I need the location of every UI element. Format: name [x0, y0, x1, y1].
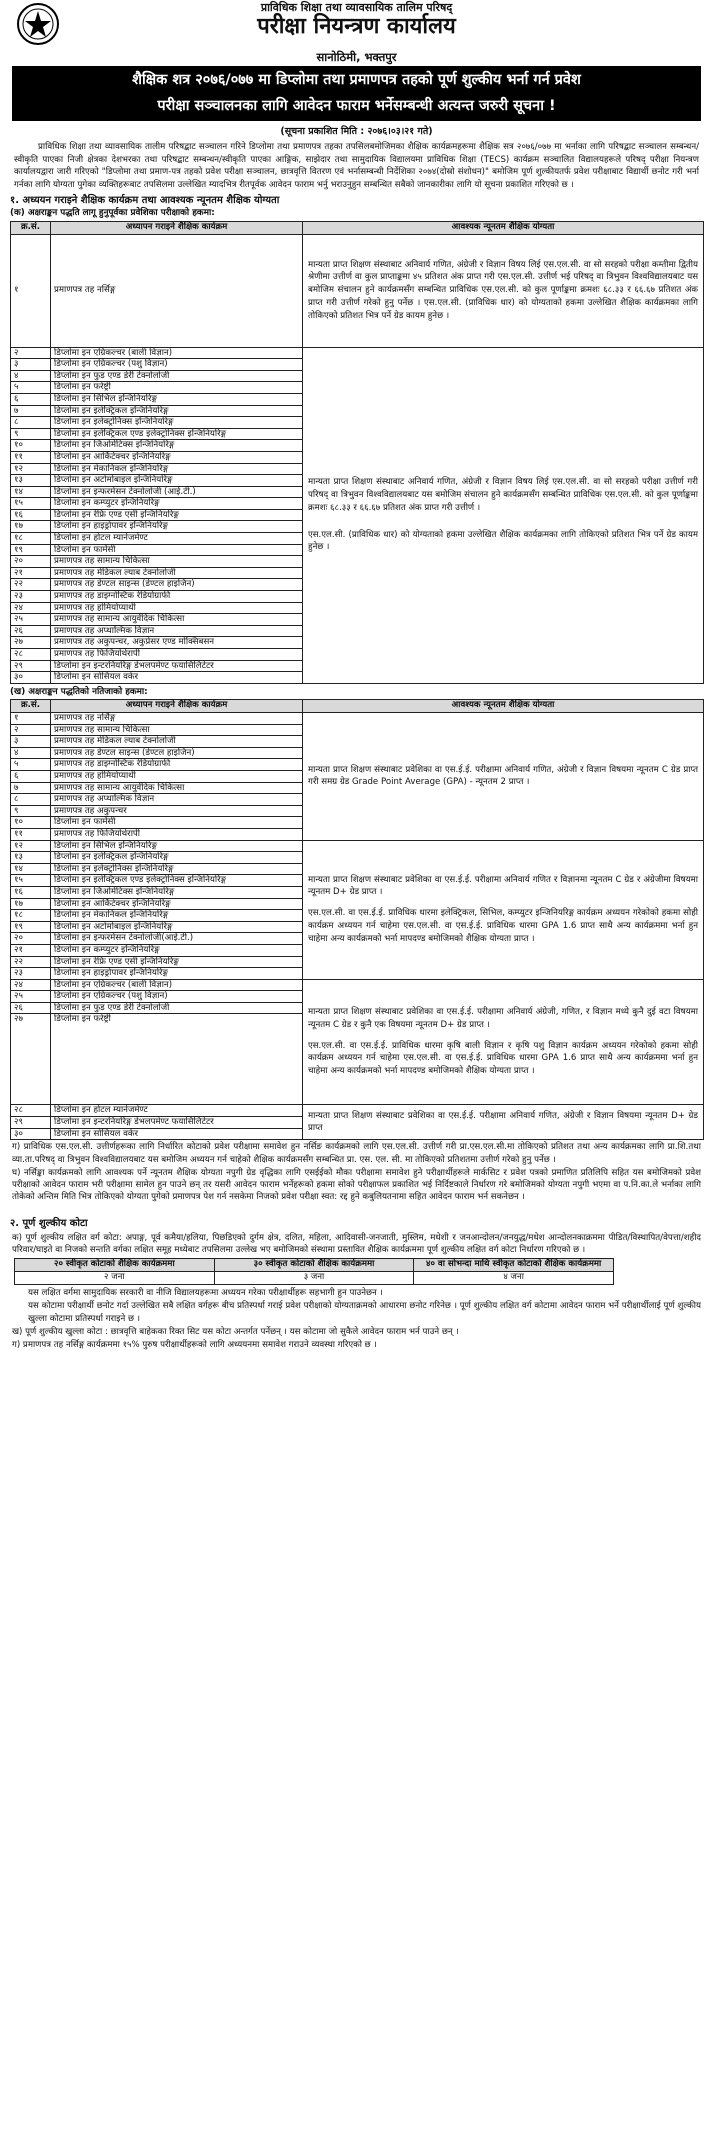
row-program: डिप्लोमा इन कम्प्युटर इन्जिनियरिङ्ग	[51, 944, 303, 956]
row-program: डिप्लोमा इन सोसियल वर्कर	[51, 1128, 303, 1140]
quota-para-kha: ख) पूर्ण शुल्कीय खुल्ला कोटा : छात्रवृत्ति बाहेकका रिक्त सिट यस कोटा अन्तर्गत पर्नेछन् । यस कोटामा जो सुकैले आवेदन फाराम भर्न पाउने छन् ।	[12, 1327, 459, 1338]
table-row	[11, 840, 704, 852]
row-program: प्रमाणपत्र तह मेडिकल ल्याब टेक्नोलोजी	[51, 736, 303, 748]
row-program: डिप्लोमा इन इन्फरमेसन टेक्नोलोजी (आई.टी.)	[51, 486, 303, 498]
row-program: प्रमाणपत्र तह होमियोप्याथी	[51, 602, 303, 614]
row-program: प्रमाणपत्र तह अकुपन्चर, अकुप्रेसर एण्ड मोक्सिबसन	[51, 637, 303, 649]
header	[10, 0, 703, 50]
table-row	[11, 234, 704, 347]
row-serial: २५	[11, 614, 51, 626]
row-program: डिप्लोमा इन रेफ्रि एण्ड एसी इन्जिनियरिङ्ग	[51, 956, 303, 968]
banner-line-1: शैक्षिक शत्र २०७६/०७७ मा डिप्लोमा तथा प्रमाणपत्र तहको पूर्ण शुल्कीय भर्ना गर्न प्रवेश	[132, 72, 581, 88]
row-serial: ७	[11, 405, 51, 417]
quota-header-30: ३० स्वीकृत कोटाको शैक्षिक कार्यक्रममा	[214, 1259, 414, 1272]
row-program: प्रमाणपत्र तह अप्थाल्मिक विज्ञान	[51, 625, 303, 637]
row-program: डिप्लोमा इन अटोमोबाइल इन्जिनियरिङ्ग	[51, 475, 303, 487]
notice-page	[10, 0, 703, 1353]
row-serial: १८	[11, 910, 51, 922]
row-program: डिप्लोमा इन इलेक्ट्रिकल एण्ड इलेक्ट्रोनिक्स इन्जिनियरिङ्ग	[51, 428, 303, 440]
row-serial: ३	[11, 359, 51, 371]
row-serial: ३	[11, 736, 51, 748]
row-program: प्रमाणपत्र तह डेण्टल साइन्स (डेण्टल हाइजिन)	[51, 579, 303, 591]
col-header-sn: क्र.सं.	[11, 700, 51, 713]
row-program: डिप्लोमा इन फुड एण्ड डेरी टेक्नोलोजी	[51, 370, 303, 382]
row-program: डिप्लोमा इन कम्प्युटर इन्जिनियरिङ्ग	[51, 498, 303, 510]
row-serial: १	[11, 234, 51, 347]
quota-table	[14, 1258, 614, 1285]
row-serial: २०	[11, 556, 51, 568]
row-program: डिप्लोमा इन एग्रिकल्चर (बाली विज्ञान)	[51, 347, 303, 359]
row-serial: २२	[11, 956, 51, 968]
table-b-title: (ख) अक्षराङ्कन पद्धतिको नतिजाको हकमा:	[10, 686, 148, 697]
row-program: डिप्लोमा इन आर्किटेक्चर इन्जिनियरिङ्ग	[51, 451, 303, 463]
row-serial: ४	[11, 370, 51, 382]
row-serial: ५	[11, 382, 51, 394]
row-serial: ३०	[11, 672, 51, 684]
row-program: प्रमाणपत्र तह डाइग्नोस्टिक रेडियोग्राफी	[51, 591, 303, 603]
requirement-text-b: एस.एल.सी. वा एस.ई.ई. प्राविधिक धारमा कृषि बाली विज्ञान र कृषि पशु विज्ञान कार्यक्रम अध्ययन गरेकोको हकमा सोही कार्यक्रम अध्ययन गर्न चाहेमा एस.एल.सी. वा एस.ई.ई. प्राविधिक धारमा GPA 1.6 प्राप्त साथै अन्य कार्यक्रममा भर्ना हुन चाहेमा अन्य कार्यक्रमको भर्ना मापदण्ड बमोजिमको शैक्षिक योग्यता प्राप्त ।	[308, 1040, 698, 1077]
row-serial: ७	[11, 782, 51, 794]
row-serial: २१	[11, 944, 51, 956]
row-serial: ११	[11, 451, 51, 463]
banner-line-2: परीक्षा सञ्चालनका लागि आवेदन फाराम भर्नेसम्बन्धी अत्यन्त जरुरी सूचना !	[157, 98, 556, 114]
row-serial: १५	[11, 875, 51, 887]
row-serial: ३०	[11, 1128, 51, 1140]
row-program: डिप्लोमा इन इन्फरमेसन टेक्नोलोजी(आई.टी.)	[51, 933, 303, 945]
row-serial: १३	[11, 852, 51, 864]
quota-para-ga: ग) प्रमाणपत्र तह नर्सिङ्ग कार्यक्रममा १५% पुरुष परीक्षार्थीहरूको लागि अध्ययनमा समावेश गराउने व्यवस्था गरिएको छ ।	[12, 1340, 377, 1351]
row-serial: ५	[11, 759, 51, 771]
row-serial: १९	[11, 544, 51, 556]
row-program: प्रमाणपत्र तह सामान्य चिकित्सा	[51, 724, 303, 736]
row-serial: २४	[11, 602, 51, 614]
row-serial: १०	[11, 817, 51, 829]
quota-header-40: ४० वा सोभन्दा माथि स्वीकृत कोटाको शैक्षिक कार्यक्रममा	[414, 1259, 614, 1272]
row-program: प्रमाणपत्र तह सामान्य चिकित्सा	[51, 556, 303, 568]
council-name: प्राविधिक शिक्षा तथा व्यावसायिक तालिम परिषद्	[260, 1, 453, 14]
col-header-sn: क्र.सं.	[11, 221, 51, 234]
row-serial: १५	[11, 498, 51, 510]
row-program: डिप्लोमा इन रेफ्रि एण्ड एसी इन्जिनियरिङ्ग	[51, 509, 303, 521]
notice-banner	[12, 66, 701, 121]
row-program: डिप्लोमा इन इलेक्ट्रिकल इन्जिनियरिङ्ग	[51, 405, 303, 417]
office-address: सानोठिमी, भक्तपुर	[316, 50, 397, 64]
requirement-group-2	[303, 347, 704, 683]
col-header-requirement: आवश्यक न्यूनतम शैक्षिक योग्यता	[303, 700, 704, 713]
row-program: डिप्लोमा इन सोसियल वर्कर	[51, 672, 303, 684]
row-program: डिप्लोमा इन जिओमेटिक्स इन्जिनियरिङ्ग	[51, 886, 303, 898]
row-serial: २१	[11, 567, 51, 579]
row-program: डिप्लोमा इन सिभिल इन्जिनियरिङ्ग	[51, 393, 303, 405]
row-program: डिप्लोमा इन इलेक्ट्रिकल एण्ड इलेक्ट्रोनिक्स इन्जिनियरिङ्ग	[51, 875, 303, 887]
row-serial: ८	[11, 417, 51, 429]
row-program: डिप्लोमा इन होटल म्यानेजमेण्ट	[51, 1105, 303, 1117]
row-program: डिप्लोमा इन फरेष्ट्री	[51, 382, 303, 394]
col-header-requirement: आवश्यक न्यूनतम शैक्षिक योग्यता	[303, 221, 704, 234]
requirement-group-3	[303, 979, 704, 1105]
section-2-title: २. पूर्ण शुल्कीय कोटा	[10, 1217, 88, 1229]
row-serial: २६	[11, 1002, 51, 1014]
section-1-title: १. अध्ययन गराइने शैक्षिक कार्यक्रम तथा आवश्यक न्यूनतम शैक्षिक योग्यता	[10, 194, 280, 206]
row-program: प्रमाणपत्र तह फिजियोथेरापी	[51, 828, 303, 840]
row-program: प्रमाणपत्र तह अप्थाल्मिक विज्ञान	[51, 794, 303, 806]
row-program: डिप्लोमा इन जिओमेटिक्स इन्जिनियरिङ्ग	[51, 440, 303, 452]
row-program: डिप्लोमा इन हाइड्रोपावर इन्जिनियरिङ्ग	[51, 968, 303, 980]
row-serial: २९	[11, 1117, 51, 1129]
requirement-group-4: मान्यता प्राप्त शिक्षण संस्थाबाट प्रवेशिका वा एस.ई.ई. परीक्षामा अनिवार्य गणित, अंग्रेजी र विज्ञान विषयमा न्यूनतम D+ ग्रेड प्राप्त	[303, 1105, 704, 1140]
quota-para-ka: क) पूर्ण शुल्कीय लक्षित वर्ग कोटा: अपाङ्ग, पूर्व कमैया/हलिया, पिछडिएको दुर्गम क्षेत्र, दलित, महिला, आदिवासी-जनजाती, मुस्लिम, मधेशी र जनआन्दोलन/जनयुद्ध/मधेश आन्दोलनकाक्रममा पीडित/विस्थापित/वेपत्ता/शहीद परिवार/घाइते वा निजको सन्तति वर्गका लक्षित समूह मध्येबाट तपसिलमा उल्लेख भए बमोजिमको संस्थामा प्रस्तावित शैक्षिक कार्यक्रममा पूर्ण शुल्कीय लक्षित वर्ग कोटा निर्धारण गरिएको छ ।	[12, 1232, 701, 1255]
table-row	[11, 713, 704, 725]
row-serial: ४	[11, 747, 51, 759]
row-program: डिप्लोमा इन इन्टरनियरिङ्ग डेभलपमेण्ट फयासिलिटेटर	[51, 660, 303, 672]
requirement-text-b: एस.एल.सी. वा एस.ई.ई. प्राविधिक धारमा इलेक्ट्रिकल, सिभिल, कम्प्युटर इन्जिनियरिङ्ग कार्यक्रम अध्ययन गरेकोको हकमा सोही कार्यक्रम अध्ययन गर्न चाहेमा एस.एल.सी. वा एस.ई.ई. प्राविधिक धारमा GPA 1.6 प्राप्त साथै अन्य कार्यक्रममा भर्ना हुन चाहेमा अन्य कार्यक्रमको भर्ना मापदण्ड बमोजिमको शैक्षिक योग्यता प्राप्त ।	[308, 908, 698, 944]
publish-date: (सूचना प्रकाशित मिति : २०७६।०३।२१ गते)	[280, 126, 433, 137]
row-serial: २७	[11, 1014, 51, 1105]
row-program: डिप्लोमा इन फरेष्ट्री	[51, 1014, 303, 1105]
row-serial: २३	[11, 591, 51, 603]
row-serial: ६	[11, 771, 51, 783]
row-program: प्रमाणपत्र तह फिजियोथेरापी	[51, 649, 303, 661]
row-program: प्रमाणपत्र तह डाइग्नोस्टिक रेडियोग्राफी	[51, 759, 303, 771]
row-serial: २	[11, 347, 51, 359]
row-serial: २५	[11, 991, 51, 1003]
requirement-text-b: एस.एल.सी. (प्राविधिक धार) को योग्यताको हकमा उल्लेखित शैक्षिक कार्यक्रमका लागि तोकिएको प्रतिशत भित्र पर्ने ग्रेड कायम हुनेछ ।	[308, 529, 698, 553]
row-program: प्रमाणपत्र तह मेडिकल ल्याब टेक्नोलोजी	[51, 567, 303, 579]
row-serial: ९	[11, 805, 51, 817]
row-program: डिप्लोमा इन इन्टरनियरिङ्ग डेभलपमेण्ट फयासिलिटेटर	[51, 1117, 303, 1129]
quota-value-20: २ जना	[15, 1272, 215, 1285]
row-program: डिप्लोमा इन इलेक्ट्रिकल इन्जिनियरिङ्ग	[51, 852, 303, 864]
quota-value-30: ३ जना	[214, 1272, 414, 1285]
row-serial: ९	[11, 428, 51, 440]
row-serial: १२	[11, 840, 51, 852]
row-program: प्रमाणपत्र तह डेण्टल साइन्स (डेण्टल हाइजिन)	[51, 747, 303, 759]
row-serial: ११	[11, 828, 51, 840]
row-program: डिप्लोमा इन मेकानिकल इन्जिनियरिङ्ग	[51, 463, 303, 475]
row-program: डिप्लोमा इन एग्रिकल्चर (पशु विज्ञान)	[51, 359, 303, 371]
row-program: प्रमाणपत्र तह नर्सिङ्ग	[51, 713, 303, 725]
row-serial: १४	[11, 863, 51, 875]
row-serial: १०	[11, 440, 51, 452]
row-program: डिप्लोमा इन एग्रिकल्चर (बाली विज्ञान)	[51, 979, 303, 991]
row-program: डिप्लोमा इन फार्मेसी	[51, 817, 303, 829]
notes	[10, 1141, 703, 1203]
row-serial: १	[11, 713, 51, 725]
row-serial: १७	[11, 521, 51, 533]
row-program: प्रमाणपत्र तह सामान्य आयुर्वेदिक चिकित्सा	[51, 782, 303, 794]
row-serial: २४	[11, 979, 51, 991]
table-row	[11, 347, 704, 359]
row-program: डिप्लोमा इन इलेक्ट्रोनिक्स इन्जिनियरिङ्ग	[51, 863, 303, 875]
quota-value-40: ४ जना	[414, 1272, 614, 1285]
row-serial: ६	[11, 393, 51, 405]
row-program: डिप्लोमा इन हाइड्रोपावर इन्जिनियरिङ्ग	[51, 521, 303, 533]
program-table-b	[10, 699, 704, 1140]
row-program: डिप्लोमा इन एग्रिकल्चर (पशु विज्ञान)	[51, 991, 303, 1003]
row-serial: २२	[11, 579, 51, 591]
row-serial: २३	[11, 968, 51, 980]
row-serial: २८	[11, 649, 51, 661]
row-serial: १६	[11, 509, 51, 521]
row-serial: २९	[11, 660, 51, 672]
row-program: प्रमाणपत्र तह होमियोप्याथी	[51, 771, 303, 783]
quota-note-2: यस कोटामा परीक्षार्थी छनोट गर्दा उल्लेखित सबै लक्षित वर्गहरू बीच प्रतिस्पर्धा गराई प्रवेश परीक्षाको योग्यताक्रमको आधारमा छनोट गरिनेछ । पूर्ण शुल्कीय लक्षित वर्ग कोटामा आवेदन फाराम भर्ने परीक्षार्थीलाई पूर्ण शुल्कीय खुल्ला कोटामा प्रतिस्पर्धा गराइने छ ।	[28, 1301, 701, 1324]
row-program: प्रमाणपत्र तह अकुपन्चर	[51, 805, 303, 817]
row-serial: १८	[11, 533, 51, 545]
table-row	[11, 1105, 704, 1117]
row-program: डिप्लोमा इन मेकानिकल इन्जिनियरिङ्ग	[51, 910, 303, 922]
row-serial: १७	[11, 898, 51, 910]
quota-header-20: २० स्वीकृत कोटाको शैक्षिक कार्यक्रममा	[15, 1259, 215, 1272]
row-program: डिप्लोमा इन सिभिल इन्जिनियरिङ्ग	[51, 840, 303, 852]
table-a-title: (क) अक्षराङ्कन पद्धति लागू हुनुपूर्वका प्रवेशिका परीक्षाको हकमा:	[10, 208, 215, 219]
row-serial: २	[11, 724, 51, 736]
requirement-group-1: मान्यता प्राप्त शिक्षण संस्थाबाट अनिवार्य गणित, अंग्रेजी र विज्ञान विषय लिई एस.एल.सी. वा सो सरहको परीक्षा कम्तीमा द्वितीय श्रेणीमा उत्तीर्ण वा कुल प्राप्ताङ्कमा ४५ प्रतिशत अंक प्राप्त गरी एस.एल.सी. उत्तीर्ण भई परिषद् वा त्रिभुवन विश्वविद्यालयबाट यस बमोजिम संचालन हुने कार्यक्रमसँग सम्बन्धित प्राविधिक एस.एल.सी. को कुल पूर्णाङ्कमा क्रमशः ६८.३३ र ६६.६७ प्रतिशत अंक प्राप्त गरी उत्तीर्ण गरेको हुनु पर्नेछ । एस.एल.सी. (प्राविधिक धार) को योग्यताको हकमा उल्लेखित शैक्षिक कार्यक्रमका लागि तोकिएको प्रतिशत भित्र पर्ने ग्रेड कायम हुनेछ ।	[303, 234, 704, 347]
row-serial: १९	[11, 921, 51, 933]
program-table-a	[10, 221, 704, 684]
row-program: प्रमाणपत्र तह नर्सिङ्ग	[51, 234, 303, 347]
government-emblem-icon	[16, 2, 60, 46]
row-serial: ८	[11, 794, 51, 806]
row-program: डिप्लोमा इन इलेक्ट्रोनिक्स इन्जिनियरिङ्ग	[51, 417, 303, 429]
requirement-text-a: मान्यता प्राप्त शिक्षण संस्थाबाट अनिवार्य गणित, अंग्रेजी र विज्ञान विषय लिई एस.एल.सी. वा सो सरहको परीक्षा उत्तीर्ण गरी परिषद् वा त्रिभुवन विश्वविद्यालयबाट यस बमोजिम संचालन हुने कार्यक्रमसँग सम्बन्धित प्राविधिक एस.एल.सी. को कुल पूर्णाङ्कमा क्रमशः ६८.३३ र ६६.६७ प्रतिशत अंक प्राप्त गरी उत्तीर्ण ।	[308, 477, 698, 513]
row-serial: २६	[11, 625, 51, 637]
col-header-program: अध्यापन गराइने शैक्षिक कार्यक्रम	[51, 700, 303, 713]
row-program: डिप्लोमा इन अटोमोबाइल इन्जिनियरिङ्ग	[51, 921, 303, 933]
row-serial: १६	[11, 886, 51, 898]
table-row	[11, 979, 704, 991]
row-program: डिप्लोमा इन फुड एण्ड डेरी टेक्नोलोजी	[51, 1002, 303, 1014]
row-serial: २०	[11, 933, 51, 945]
row-program: डिप्लोमा इन आर्किटेक्चर इन्जिनियरिङ्ग	[51, 898, 303, 910]
row-serial: २८	[11, 1105, 51, 1117]
row-program: प्रमाणपत्र तह सामान्य आयुर्वेदिक चिकित्सा	[51, 614, 303, 626]
row-serial: १२	[11, 463, 51, 475]
quota-note-1: यस लक्षित वर्गमा सामुदायिक सरकारी वा नीजि विद्यालयहरूमा अध्ययन गरेका परीक्षार्थीहरू सहभागी हुन पाउनेछन ।	[28, 1288, 383, 1299]
row-program: डिप्लोमा इन होटल म्यानेजमेण्ट	[51, 533, 303, 545]
note-ga: ग) प्राविधिक एस.एल.सी. उत्तीर्णहरूका लागि निर्धारित कोटाको प्रवेश परीक्षामा समावेश हुन नर्सिङ कार्यक्रमको लागि एस.एल.सी. उत्तीर्ण गरी प्रा.एस.एल.सी.मा तोकिएको प्रतिशत तथा अन्य कार्यक्रमका लागि प्रा.शि.तथा व्या.ता.परिषद् वा त्रिभुवन विश्वविद्यालयबाट यस बमोजिम अध्ययन गर्न चाहेको शैक्षिक कार्यक्रमसँग सम्बन्धित प्रा. एस. एल. सी. मा तोकिएको प्रतिशतमा उत्तीर्ण गरेको हुनु पर्नेछ ।	[12, 1142, 701, 1165]
row-serial: १४	[11, 486, 51, 498]
row-program: डिप्लोमा इन फार्मेसी	[51, 544, 303, 556]
col-header-program: अध्यापन गराइने शैक्षिक कार्यक्रम	[51, 221, 303, 234]
row-serial: २७	[11, 637, 51, 649]
office-name: परीक्षा नियन्त्रण कार्यालय	[257, 14, 456, 40]
note-gha: घ) नर्सिङ्का कार्यक्रमको लागि आवश्यक पर्ने न्यूनतम शैक्षिक योग्यता नपुगी ग्रेड वृद्धिका लागि एसईईको मौका परीक्षामा समावेश हुने परीक्षार्थीहरूले मार्कसिट र प्रवेश पत्रको प्रमाणित प्रतिलिपि सहित यस बमोजिमको प्रवेश परीक्षाको आवेदन फाराम भरी परीक्षामा सामेल हुन पाउने छन् तर यसरी आवेदन फाराम भर्नेहरूको हकमा सोको परीक्षाफल प्रकाशित भई निर्दिष्टकाले निर्धारण गरे बमोजिमको योग्यता नपुगी भएमा वा प.नि.का.ले भर्नाका लागि तोकेको अन्तिम मिति भित्र तोकिएको योग्यता पुगेको प्रमाणपत्र पेश गर्न नसकेमा निजको प्रवेश परीक्षा स्वत: रद्द हुने कबुलियतनामा सहित आवेदन फाराम भर्न सकनेछन ।	[12, 1167, 701, 1203]
requirement-text-a: मान्यता प्राप्त शिक्षण संस्थाबाट प्रवेशिका वा एस.ई.ई. परीक्षामा अनिवार्य अंग्रेजी, गणित, र विज्ञान मध्ये कुनै दुई वटा विषयमा न्यूनतम C ग्रेड र कुनै एक विषयमा न्यूनतम D+ ग्रेड प्राप्त ।	[308, 1007, 698, 1030]
requirement-group-1: मान्यता प्राप्त शिक्षण संस्थाबाट प्रवेशिका वा एस.ई.ई. परीक्षामा अनिवार्य गणित, अंग्रेजी र विज्ञान विषयमा न्यूनतम C ग्रेड प्राप्त गरी समग्र ग्रेड Grade Point Average (GPA) - न्यूनतम 2 प्राप्त ।	[303, 713, 704, 841]
row-serial: १३	[11, 475, 51, 487]
requirement-text-a: मान्यता प्राप्त शिक्षण संस्थाबाट प्रवेशिका वा एस.ई.ई. परीक्षामा अनिवार्य गणित र विज्ञानमा न्यूनतम C ग्रेड र अंग्रेजीमा विषयमा न्यूनतम D+ ग्रेड प्राप्त ।	[308, 874, 698, 898]
requirement-group-2	[303, 840, 704, 979]
intro-paragraph: प्राविधिक शिक्षा तथा व्यावसायिक तालीम परिषद्बाट सञ्चालन गरिने डिप्लोमा तथा प्रमाणपत्र तहका तपसिलबमोजिमका शैक्षिक कार्यक्रमहरूमा शैक्षिक सत्र २०७६/०७७ मा भर्नाका लागि परिषद्बाट सञ्चालन सम्बन्धन/स्वीकृति पाएका निजी क्षेत्रका देशभरका तथा परिषद्बाट सम्बन्धन/स्वीकृति पाएका आङ्गिक, साझेदार तथा सामुदायिक विद्यालयमा प्राविधिक शिक्षा (TECS) कार्यक्रम सञ्चालित विद्यालयहरूले परिषद् परीक्षा नियन्त्रण कार्यालयद्वारा जारी गरिएको "डिप्लोमा तथा प्रमाण-पत्र तहको प्रवेश परीक्षा सञ्चालन, छात्रवृत्ति वितरण एवं भर्नासम्बन्धी निर्देशिका २०७४(दोस्रो संशोधन)" बमोजिम पूर्ण शुल्कीयतर्फ प्रवेश परीक्षाबाट विद्यार्थी छनोट गरी भर्ना गर्नका लागि योग्यता पुगेका व्यक्तिहरूबाट तपसिलमा उल्लेखित म्यादभित्र रीतपूर्वक आवेदन फाराम भर्नु भराउनुहुन सम्बन्धित सबैको जानकारीका लागि यो सूचना प्रकाशित गरिएको छ ।	[14, 142, 699, 190]
